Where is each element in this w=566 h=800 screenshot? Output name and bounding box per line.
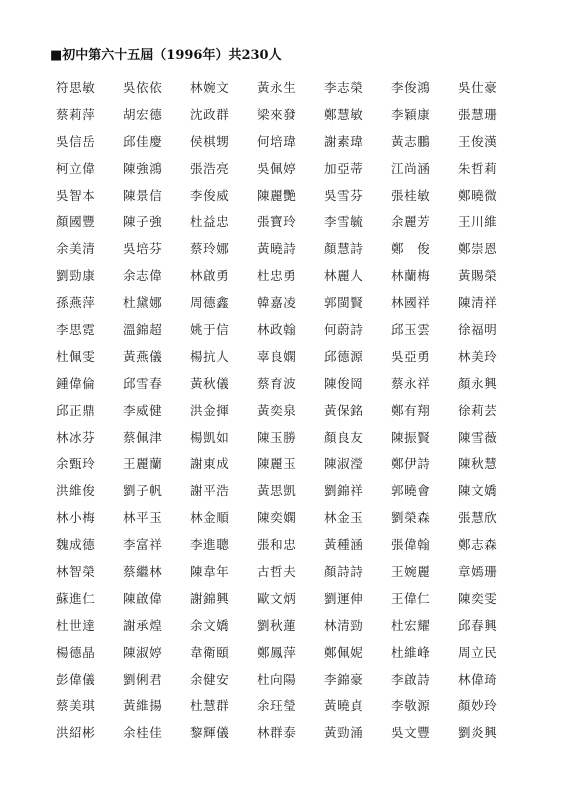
list-item-name: 黃永生 bbox=[257, 80, 297, 95]
list-item-name: 鍾偉倫 bbox=[56, 375, 96, 391]
list-item-name: 謝錦興 bbox=[190, 590, 230, 606]
list-item-name: 周德鑫 bbox=[190, 295, 230, 311]
list-item-name: 何培瑋 bbox=[257, 133, 297, 149]
list-item-name: 陳景信 bbox=[123, 187, 163, 203]
list-item-name: 黃賜榮 bbox=[458, 268, 498, 284]
list-item-name: 魏成德 bbox=[56, 537, 96, 553]
list-item-name: 劉子帆 bbox=[123, 483, 163, 499]
list-item-name: 黃思凱 bbox=[257, 483, 297, 499]
list-item-name: 陳清祥 bbox=[458, 295, 498, 311]
list-item-name: 陳奕嫻 bbox=[257, 510, 297, 526]
list-item-name: 邱佳慶 bbox=[123, 133, 163, 149]
list-item-name: 吳文豐 bbox=[391, 725, 431, 741]
list-item-name: 楊德晶 bbox=[56, 644, 96, 660]
list-item-name: 李錦豪 bbox=[324, 671, 364, 687]
list-item-name: 吳仕豪 bbox=[458, 80, 498, 95]
list-item-name: 謝素瑋 bbox=[324, 133, 364, 149]
list-item-name: 陳秋慧 bbox=[458, 456, 498, 472]
list-item-name: 洪金揮 bbox=[190, 402, 230, 418]
list-item-name: 周立民 bbox=[458, 644, 498, 660]
list-item-name: 蔡美琪 bbox=[56, 698, 96, 714]
list-item-name: 孫燕萍 bbox=[56, 295, 96, 311]
list-item-name: 蘇進仁 bbox=[56, 590, 96, 606]
list-item-name: 陳子強 bbox=[123, 214, 163, 230]
list-item-name: 余文嬌 bbox=[190, 617, 230, 633]
list-item-name: 黃志鵬 bbox=[391, 133, 431, 149]
list-item-name: 黃勁涌 bbox=[324, 725, 364, 741]
list-item-name: 符思敏 bbox=[56, 80, 96, 95]
list-item-name: 余志偉 bbox=[123, 268, 163, 284]
list-item-name: 洪紹彬 bbox=[56, 725, 96, 741]
list-item-name: 吳亞勇 bbox=[391, 348, 431, 364]
list-item-name: 劉運伸 bbox=[324, 590, 364, 606]
list-item-name: 鄭崇恩 bbox=[458, 241, 498, 257]
list-item-name: 余美清 bbox=[56, 241, 96, 257]
list-item-name: 陳啟偉 bbox=[123, 590, 163, 606]
list-item-name: 劉俐君 bbox=[123, 671, 163, 687]
list-item-name: 杜忠勇 bbox=[257, 268, 297, 284]
list-item-name: 邱雪春 bbox=[123, 375, 163, 391]
list-item-name: 洪維俊 bbox=[56, 483, 96, 499]
list-item-name: 李俊威 bbox=[190, 187, 230, 203]
list-item-name: 余麗芳 bbox=[391, 214, 431, 230]
list-item-name: 杜向陽 bbox=[257, 671, 297, 687]
list-item-name: 劉秋蓮 bbox=[257, 617, 297, 633]
section-heading: ■初中第六十五屆（1996年）共230人 bbox=[50, 48, 282, 63]
list-item-name: 顏詩詩 bbox=[324, 564, 364, 580]
list-item-name: 蔡佩津 bbox=[123, 429, 163, 445]
list-item-name: 杜慧群 bbox=[190, 698, 230, 714]
list-item-name: 張桂敏 bbox=[391, 187, 431, 203]
list-item-name: 林偉琦 bbox=[458, 671, 498, 687]
list-item-name: 黃保銘 bbox=[324, 402, 364, 418]
list-item-name: 林群泰 bbox=[257, 725, 297, 741]
list-item-name: 鄭慧敏 bbox=[324, 106, 364, 122]
list-item-name: 徐福明 bbox=[458, 322, 498, 338]
list-item-name: 李雪毓 bbox=[324, 214, 364, 230]
list-item-name: 陳麗艷 bbox=[257, 187, 297, 203]
list-item-name: 彭偉儀 bbox=[56, 671, 96, 687]
list-item-name: 林啟勇 bbox=[190, 268, 230, 284]
list-item-name: 吳依依 bbox=[123, 80, 163, 95]
list-item-name: 吳智本 bbox=[56, 187, 96, 203]
list-item-name: 王川維 bbox=[458, 214, 498, 230]
list-item-name: 林美玲 bbox=[458, 348, 498, 364]
list-item-name: 侯棋甥 bbox=[190, 133, 230, 149]
list-item-name: 王婉麗 bbox=[391, 564, 431, 580]
list-item-name: 李志榮 bbox=[324, 80, 364, 95]
list-item-name: 楊凱如 bbox=[190, 429, 230, 445]
list-item-name: 蔡育波 bbox=[257, 375, 297, 391]
list-item-name: 林金玉 bbox=[324, 510, 364, 526]
list-item-name: 鄭曉微 bbox=[458, 187, 498, 203]
list-item-name: 辜良嫻 bbox=[257, 348, 297, 364]
list-item-name: 張慧珊 bbox=[458, 106, 498, 122]
list-item-name: 顏永興 bbox=[458, 375, 498, 391]
list-item-name: 徐莉芸 bbox=[458, 402, 498, 418]
list-item-name: 江尚涵 bbox=[391, 160, 431, 176]
list-item-name: 顏慧詩 bbox=[324, 241, 364, 257]
list-item-name: 蔡永祥 bbox=[391, 375, 431, 391]
list-item-name: 劉炎興 bbox=[458, 725, 498, 741]
list-item-name: 韋衛頤 bbox=[190, 644, 230, 660]
list-item-name: 林平玉 bbox=[123, 510, 163, 526]
list-item-name: 林政翰 bbox=[257, 322, 297, 338]
list-item-name: 鄭伊詩 bbox=[391, 456, 431, 472]
list-item-name: 古哲夫 bbox=[257, 564, 297, 580]
list-item-name: 郭曉會 bbox=[391, 483, 431, 499]
list-item-name: 鄭 俊 bbox=[391, 241, 431, 257]
list-item-name: 黃燕儀 bbox=[123, 348, 163, 364]
list-item-name: 陳麗玉 bbox=[257, 456, 297, 472]
list-item-name: 陳淑瀅 bbox=[324, 456, 364, 472]
list-item-name: 吳培芬 bbox=[123, 241, 163, 257]
list-item-name: 余玨瑩 bbox=[257, 698, 297, 714]
list-item-name: 鄭志森 bbox=[458, 537, 498, 553]
list-item-name: 黃秋儀 bbox=[190, 375, 230, 391]
list-item-name: 李進聰 bbox=[190, 537, 230, 553]
list-item-name: 陳振賢 bbox=[391, 429, 431, 445]
list-item-name: 謝承煌 bbox=[123, 617, 163, 633]
list-item-name: 陳雪薇 bbox=[458, 429, 498, 445]
list-item-name: 李敬源 bbox=[391, 698, 431, 714]
list-item-name: 林蘭梅 bbox=[391, 268, 431, 284]
list-item-name: 鄭佩妮 bbox=[324, 644, 364, 660]
list-item-name: 林清勁 bbox=[324, 617, 364, 633]
list-item-name: 林小梅 bbox=[56, 510, 96, 526]
list-item-name: 吳信岳 bbox=[56, 133, 96, 149]
list-item-name: 蔡莉萍 bbox=[56, 106, 96, 122]
list-item-name: 林國祥 bbox=[391, 295, 431, 311]
list-item-name: 李穎康 bbox=[391, 106, 431, 122]
list-item-name: 黃曉詩 bbox=[257, 241, 297, 257]
list-item-name: 李威健 bbox=[123, 402, 163, 418]
list-item-name: 張和忠 bbox=[257, 537, 297, 553]
list-item-name: 杜宏耀 bbox=[391, 617, 431, 633]
list-item-name: 鄭鳳萍 bbox=[257, 644, 297, 660]
list-item-name: 章嫣珊 bbox=[458, 564, 498, 580]
list-item-name: 何蔚詩 bbox=[324, 322, 364, 338]
list-item-name: 林麗人 bbox=[324, 268, 364, 284]
list-item-name: 余甄玲 bbox=[56, 456, 96, 472]
list-item-name: 邱正鼎 bbox=[56, 402, 96, 418]
list-item-name: 杜世達 bbox=[56, 617, 96, 633]
list-item-name: 柯立偉 bbox=[56, 160, 96, 176]
list-item-name: 姚于信 bbox=[190, 322, 230, 338]
list-item-name: 李俊鴻 bbox=[391, 80, 431, 95]
list-item-name: 陳玉勝 bbox=[257, 429, 297, 445]
list-item-name: 劉榮森 bbox=[391, 510, 431, 526]
list-item-name: 蔡玲娜 bbox=[190, 241, 230, 257]
list-item-name: 顏良友 bbox=[324, 429, 364, 445]
list-item-name: 朱哲莉 bbox=[458, 160, 498, 176]
list-item-name: 顏國豐 bbox=[56, 214, 96, 230]
list-item-name: 黃奕泉 bbox=[257, 402, 297, 418]
list-item-name: 鄭有翔 bbox=[391, 402, 431, 418]
list-item-name: 黎輝儀 bbox=[190, 725, 230, 741]
list-item-name: 蔡繼林 bbox=[123, 564, 163, 580]
list-item-name: 李思霓 bbox=[56, 322, 96, 338]
list-item-name: 歐文炳 bbox=[257, 590, 297, 606]
list-item-name: 溫錦超 bbox=[123, 322, 163, 338]
list-item-name: 王俊漢 bbox=[458, 133, 498, 149]
list-item-name: 黃曉貞 bbox=[324, 698, 364, 714]
list-item-name: 李啟詩 bbox=[391, 671, 431, 687]
list-item-name: 黃維揚 bbox=[123, 698, 163, 714]
name-list bbox=[56, 78, 526, 750]
list-item-name: 陳俊岡 bbox=[324, 375, 364, 391]
list-item-name: 陳淑婷 bbox=[123, 644, 163, 660]
list-item-name: 邱德源 bbox=[324, 348, 364, 364]
list-item-name: 余健安 bbox=[190, 671, 230, 687]
list-item-name: 劉勁康 bbox=[56, 268, 96, 284]
list-item-name: 林金順 bbox=[190, 510, 230, 526]
list-item-name: 楊抗人 bbox=[190, 348, 230, 364]
list-item-name: 謝平浩 bbox=[190, 483, 230, 499]
list-item-name: 顏妙玲 bbox=[458, 698, 498, 714]
list-item-name: 張慧欣 bbox=[458, 510, 498, 526]
list-item-name: 王麗蘭 bbox=[123, 456, 163, 472]
list-item-name: 邱玉雲 bbox=[391, 322, 431, 338]
list-item-name: 杜佩雯 bbox=[56, 348, 96, 364]
list-item-name: 邱春興 bbox=[458, 617, 498, 633]
list-item-name: 張浩亮 bbox=[190, 160, 230, 176]
list-item-name: 林冰芬 bbox=[56, 429, 96, 445]
list-item-name: 張寶玲 bbox=[257, 214, 297, 230]
list-item-name: 沈政群 bbox=[190, 106, 230, 122]
list-item-name: 劉錦祥 bbox=[324, 483, 364, 499]
list-item-name: 林婉文 bbox=[190, 80, 230, 95]
list-item-name: 吳佩婷 bbox=[257, 160, 297, 176]
list-item-name: 郭閩賢 bbox=[324, 295, 364, 311]
list-item-name: 黃種涵 bbox=[324, 537, 364, 553]
list-item-name: 王偉仁 bbox=[391, 590, 431, 606]
list-item-name: 杜維峰 bbox=[391, 644, 431, 660]
list-item-name: 林智榮 bbox=[56, 564, 96, 580]
list-item-name: 杜益忠 bbox=[190, 214, 230, 230]
list-item-name: 陳文嬌 bbox=[458, 483, 498, 499]
list-item-name: 謝東成 bbox=[190, 456, 230, 472]
list-item-name: 杜黛娜 bbox=[123, 295, 163, 311]
list-item-name: 吳雪芬 bbox=[324, 187, 364, 203]
list-item-name: 余桂佳 bbox=[123, 725, 163, 741]
list-item-name: 陳強鴻 bbox=[123, 160, 163, 176]
list-item-name: 陳奕雯 bbox=[458, 590, 498, 606]
list-item-name: 李富祥 bbox=[123, 537, 163, 553]
list-item-name: 張偉翰 bbox=[391, 537, 431, 553]
list-item-name: 梁來發 bbox=[257, 106, 297, 122]
list-item-name: 加亞蒂 bbox=[324, 160, 364, 176]
list-item-name: 陳韋年 bbox=[190, 564, 230, 580]
list-item-name: 韓嘉凌 bbox=[257, 295, 297, 311]
list-item-name: 胡宏德 bbox=[123, 106, 163, 122]
